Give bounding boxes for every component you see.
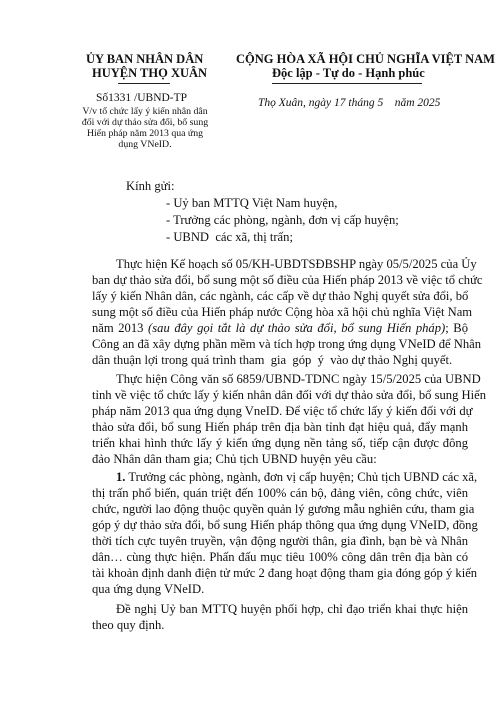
paragraph-line: Thực hiện Kế hoạch số 05/KH-UBDTSĐBSHP ngày 05/5/2025 của Ủy <box>116 257 477 271</box>
agency-underline <box>118 83 170 84</box>
paragraph-line: tỉnh về việc tổ chức lấy ý kiến nhân dân đối với dự thảo sửa đổi, bổ sung Hiến <box>92 388 487 402</box>
paragraph-line: lấy ý kiến Nhân dân, các ngành, các cấp về dự thảo Nghị quyết sửa đổi, bổ <box>92 289 469 303</box>
paragraph-line: Thực hiện Công văn số 6859/UBND-TDNC ngày 15/5/2025 của UBND <box>116 372 481 386</box>
country-name: CỘNG HÒA XÃ HỘI CHỦ NGHĨA VIỆT NAM <box>236 52 495 66</box>
place-date: Thọ Xuân, ngày 17 tháng 5 năm 2025 <box>258 97 441 109</box>
text-run: Trưởng các phòng, ngành, đơn vị cấp huyện; Chủ tịch UBND các xã, <box>125 470 478 484</box>
paragraph-line: đảo Nhân dân tham gia; Chủ tịch UBND huyện yêu cầu: <box>92 452 377 466</box>
paragraph-line: dân… cùng thực hiện. Phấn đấu mục tiêu 100% công dân trên địa bàn có <box>92 550 468 564</box>
paragraph-line: sung một số điều của Hiến pháp nước Cộng hòa xã hội chủ nghĩa Việt Nam <box>92 305 473 319</box>
subject-line: V/v tổ chức lấy ý kiến nhân dân <box>82 106 208 117</box>
paragraph-line: pháp năm 2013 qua ứng dụng VneID. Để việc tổ chức lấy ý kiến đối với dự <box>92 404 473 418</box>
paragraph-line: thảo sửa đổi, bổ sung Hiến pháp trên địa bàn tỉnh đạt hiệu quả, đẩy mạnh <box>92 420 468 434</box>
document-number: Số1331 /UBND-TP <box>96 92 188 104</box>
paragraph-line: góp ý dự thảo sửa đổi, bổ sung Hiến pháp thông qua ứng dụng VNeID, đồng <box>92 518 478 532</box>
subject-line: Hiến pháp năm 2013 qua ứng <box>86 128 204 139</box>
paragraph-line: tài khoản định danh điện tử mức 2 đang hoạt động tham gia đóng góp ý kiến <box>92 566 478 580</box>
paragraph-line: Đề nghị Uỷ ban MTTQ huyện phối hợp, chỉ đạo triển khai thực hiện <box>116 602 468 616</box>
paragraph-line: thị trấn phổ biến, quán triệt đến 100% cán bộ, đảng viên, công chức, viên <box>92 486 468 500</box>
district-name: HUYỆN THỌ XUÂN <box>92 66 208 80</box>
paragraph-line: ban dự thảo sửa đổi, bổ sung một số điều của Hiến pháp 2013 về việc tổ chức <box>92 273 483 287</box>
paragraph-line <box>92 320 468 336</box>
subject-line: đối với dự thảo sửa đổi, bổ sung <box>81 117 209 128</box>
recipient-item: - Trưởng các phòng, ngành, đơn vị cấp huyện; <box>166 213 399 227</box>
italic-note: (sau đây gọi tắt là dự thảo sửa đổi, bổ sung Hiến pháp) <box>148 321 446 335</box>
national-motto: Độc lập - Tự do - Hạnh phúc <box>272 66 425 80</box>
recipient-item: - UBND các xã, thị trấn; <box>166 230 293 244</box>
paragraph-line <box>116 469 478 485</box>
agency-name: ỦY BAN NHÂN DÂN <box>86 52 204 66</box>
paragraph-line: triển khai hình thức lấy ý kiến ứng dụng nền tảng số, tiếp cận được đông <box>92 436 468 450</box>
recipient-label: Kính gửi: <box>126 179 175 193</box>
subject-line: dụng VNeID. <box>118 139 172 150</box>
recipient-item: - Uỷ ban MTTQ Việt Nam huyện, <box>166 196 338 210</box>
paragraph-line: qua ứng dụng VNeID. <box>92 582 205 596</box>
paragraph-line: Công an đã xây dựng phần mềm và tích hợp trong ứng dụng VNeID để Nhân <box>92 337 482 351</box>
text-run: năm 2013 <box>92 321 149 335</box>
document-subject <box>70 106 220 150</box>
motto-underline <box>272 83 422 84</box>
paragraph-line: chức, người lao động thuộc quyền quản lý gương mẫu nghiên cứu, tham gia <box>92 502 475 516</box>
paragraph-line: thời tích cực tuyên truyền, vận động người thân, gia đình, bạn bè và Nhân <box>92 534 468 548</box>
paragraph-line: theo quy định. <box>92 618 165 632</box>
item-number: 1. <box>116 470 126 484</box>
text-run: ; Bộ <box>445 321 468 335</box>
paragraph-line: dân thuận lợi trong quá trình tham gia góp ý vào dự thảo Nghị quyết. <box>92 353 453 367</box>
